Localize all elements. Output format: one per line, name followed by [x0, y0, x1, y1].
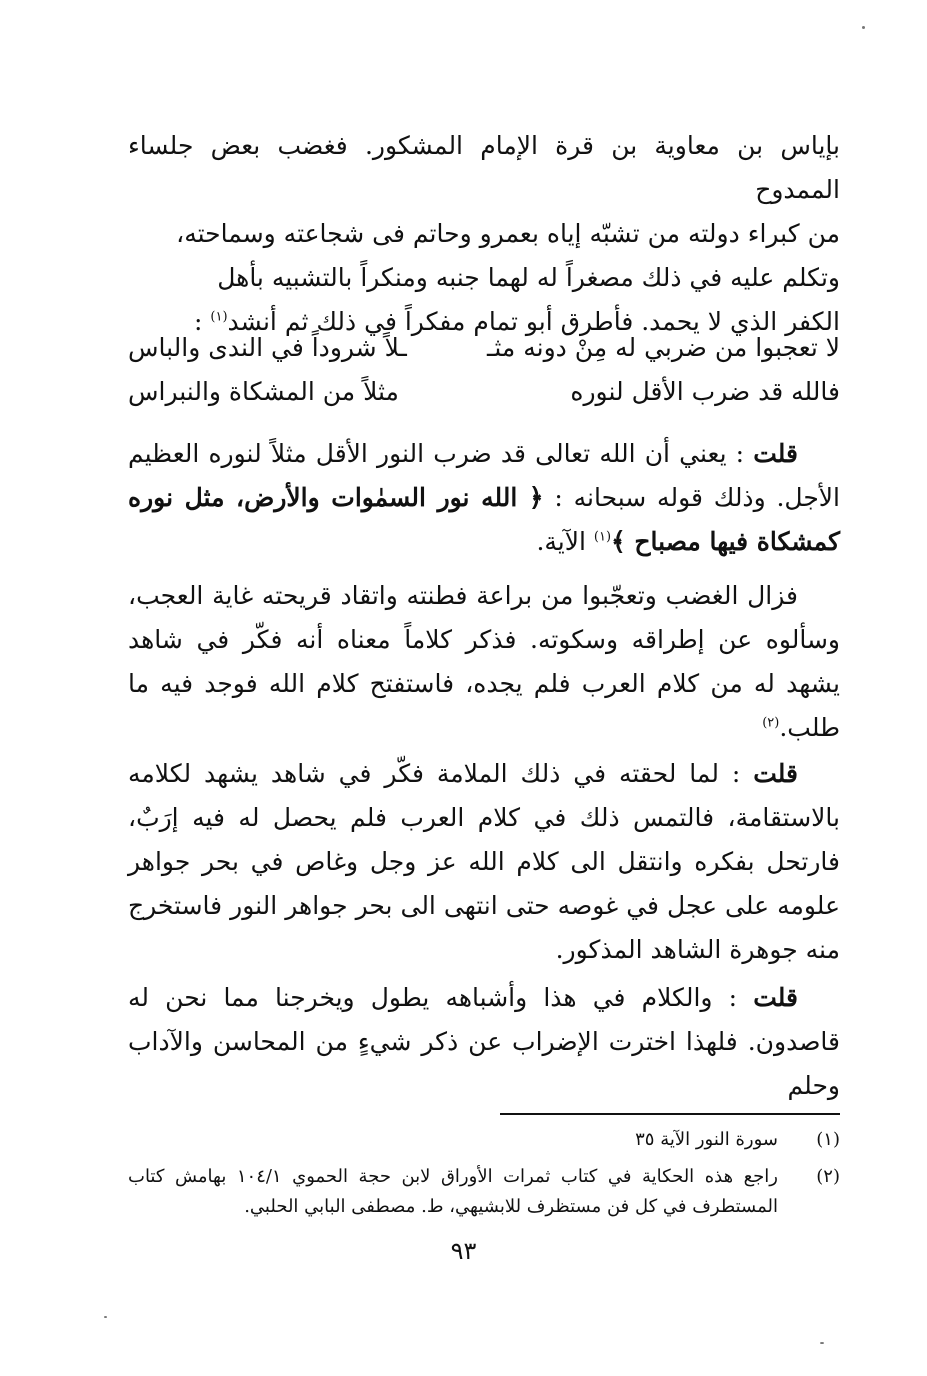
commentary	[128, 752, 840, 972]
colon: :	[194, 307, 211, 336]
page-number: ٩٣	[450, 1237, 477, 1265]
footnote-ref: (٢)	[762, 715, 780, 731]
verse-second-hemistich: ـلاً شروداً في الندى والباس	[128, 333, 407, 362]
verse-first-hemistich: فالله قد ضرب الأقل لنوره	[570, 377, 840, 406]
footnote-separator	[500, 1113, 840, 1115]
commentary-text: : يعني أن الله تعالى قد ضرب النور الأقل مثلاً لنوره العظيم الأجل. وذلك قوله سبحانه :	[128, 439, 840, 512]
commentary	[128, 432, 840, 564]
qult-label: قلت	[753, 439, 798, 468]
line: وتكلم عليه في ذلك مصغراً له لهما جنبه ومنكراً بالتشبيه بأهل	[217, 263, 840, 292]
verse-second-hemistich: مثلاً من المشكاة والنبراس	[128, 377, 399, 406]
commentary-text: : لما لحقته في ذلك الملامة فكّر في شاهد يشهد لكلامه بالاستقامة، فالتمس ذلك في كلام العرب فلم يحصل له فيه إرَبٌ، فارتحل بفكره وانتقل الى كلام الله عز وجل وغاص في بحر جواهر علومه على عجل في غوصه حتى انتهى الى بحر جواهر النور فاستخرج منه جوهرة الشاهد المذكور.	[128, 759, 840, 964]
quran-quote: ﴿ الله نور السمٰوات والأرض، مثل نوره كمشكاة فيها مصباح ﴾	[128, 483, 840, 556]
line: من كبراء دولته من تشبّه إياه بعمرو وحاتم فى شجاعته وسماحته،	[176, 219, 840, 248]
footnote-number: (١)	[816, 1129, 840, 1150]
narrative-text: فزال الغضب وتعجّبوا من براعة فطنته واتقاد قريحته غاية العجب، وسألوه عن إطراقه وسكوته. فذكر كلاماً معناه أنه فكّر في شاهد يشهد له من كلام العرب فلم يجده، فاستفتح كلام الله فوجد فيه ما طلب.	[128, 581, 840, 742]
commentary	[128, 976, 840, 1108]
footnote-ref: (١)	[210, 309, 228, 325]
footnote-1	[128, 1125, 840, 1155]
paragraph-4	[128, 752, 840, 972]
scan-speck	[104, 1316, 107, 1318]
poem-verse-1	[128, 333, 840, 377]
poem-verse-2	[128, 377, 840, 421]
footnote-ref: (١)	[593, 529, 612, 545]
scan-speck	[820, 1342, 824, 1344]
line: بإياس بن معاوية بن قرة الإمام المشكور. فغضب بعض جلساء الممدوح	[128, 131, 840, 204]
commentary-tail: الآية.	[536, 527, 594, 556]
paragraph-5	[128, 976, 840, 1108]
qult-label: قلت	[753, 983, 798, 1012]
narrative	[128, 574, 840, 750]
commentary-text: : والكلام في هذا وأشباهه يطول ويخرجنا مما نحن له قاصدون. فلهذا اخترت الإضراب عن ذكر شيءٍ من المحاسن والآداب وحلم	[128, 983, 840, 1100]
footnote-2	[128, 1162, 840, 1222]
paragraph-3	[128, 574, 840, 750]
paragraph-2	[128, 432, 840, 564]
line-text: الكفر الذي لا يحمد. فأطرق أبو تمام مفكراً في ذلك ثم أنشد	[227, 307, 840, 336]
paragraph-1	[128, 124, 840, 344]
verse-first-hemistich: لا تعجبوا من ضربي له مِنْ دونه مثـ	[487, 333, 840, 362]
footnote-number: (٢)	[816, 1166, 840, 1187]
footnote-text: راجع هذه الحكاية في كتاب ثمرات الأوراق لابن حجة الحموي ١٠٤/١ بهامش كتاب المستطرف في كل فن مستظرف للابشيهي، ط. مصطفى البابي الحلبي.	[128, 1166, 778, 1217]
scan-speck	[862, 26, 865, 29]
qult-label: قلت	[753, 759, 798, 788]
footnote-text: سورة النور الآية ٣٥	[635, 1129, 778, 1150]
